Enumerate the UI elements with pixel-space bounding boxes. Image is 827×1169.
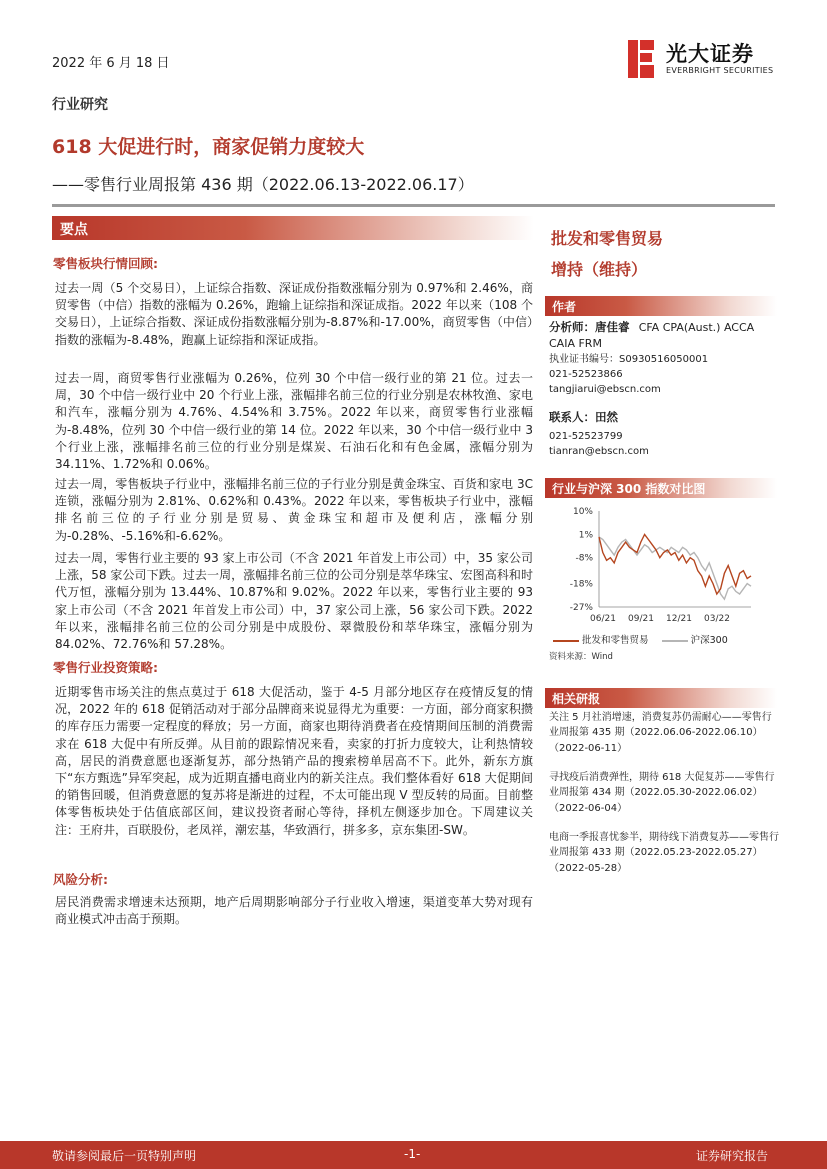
report-date: 2022 年 6 月 18 日 [52, 56, 170, 71]
chart-x-tick-label: 12/21 [666, 614, 692, 624]
risk-paragraph-text: 居民消费需求增速未达预期，地产后周期影响部分子行业收入增速，渠道变革大势对现有商业模式冲击高于预期。 [55, 895, 533, 927]
chart-x-tick-label: 03/22 [704, 614, 730, 624]
company-logo [626, 36, 786, 82]
market-paragraph-1 [55, 280, 533, 349]
contact-label: 联系人： [549, 410, 595, 424]
report-subtitle: ——零售行业周报第 436 期（2022.06.13-2022.06.17） [52, 175, 474, 194]
chart-source: 资料来源：Wind [549, 652, 613, 662]
license-number: 执业证书编号：S0930516050001 [549, 354, 709, 365]
chart-legend [553, 632, 728, 646]
contact-name: 田然 [595, 410, 618, 424]
report-category: 行业研究 [52, 97, 108, 113]
industry-rating: 增持（维持） [551, 260, 648, 279]
strategy-paragraph-text: 近期零售市场关注的焦点莫过于 618 大促活动，鉴于 4-5 月部分地区存在疫情反复的情况，2022 年的 618 促销活动对于部分品牌商来说显得尤为重要：一方面，部分商家积攒的库存压力需要一定程度的释放；另一方面，商家也期待消费者在疫情期间压制的消费需求在 618 大促中有所反弹。从目前的跟踪情况来看，卖家的打折力度较大，让利热情较高，居民的消费意愿也逐渐复苏，部分热销产品的搜索榜单居高不下。此外，新东方旗下“东方甄选”异军突起，成为近期直播电商业内的新关注点。我们整体看好 618 大促期间的销售回暖，但消费意愿的复苏将是渐进的过程，不太可能出现 V 型反转的局面。目前整体零售板块处于估值底部区间，建议投资者耐心等待，择机左侧逐步加仓。下周建议关注：王府井，百联股份，老凤祥，潮宏基，华致酒行，拼多多，京东集团-SW。 [55, 685, 533, 837]
chart-header [545, 478, 777, 498]
key-points-header [52, 216, 534, 240]
chart-y-tick-label: 1% [578, 530, 593, 541]
market-review-heading: 零售板块行情回顾: [53, 256, 158, 271]
related-report-2[interactable]: 寻找疫后消费弹性，期待 618 大促复苏——零售行业周报第 434 期（2022.05.30-2022.06.02）（2022-06-04） [549, 772, 775, 814]
analyst-label: 分析师： [549, 320, 595, 334]
industry-name: 批发和零售贸易 [551, 229, 664, 248]
analyst-phone: 021-52523866 [549, 369, 623, 380]
analyst-email[interactable]: tangjiarui@ebscn.com [549, 384, 661, 395]
related-report-1[interactable]: 关注 5 月社消增速，消费复苏仍需耐心——零售行业周报第 435 期（2022.06.06-2022.06.10）（2022-06-11） [549, 712, 772, 754]
chart-y-tick-label: -8% [575, 553, 593, 564]
contact-email[interactable]: tianran@ebscn.com [549, 446, 649, 457]
analyst-certs: CFA CPA(Aust.) ACCA [638, 321, 755, 334]
contact-phone: 021-52523799 [549, 431, 623, 442]
chart-x-tick-label: 06/21 [590, 614, 616, 624]
legend-label-csi300: 沪深300 [690, 635, 728, 646]
market-paragraph-4 [55, 550, 533, 653]
risk-heading: 风险分析: [53, 872, 108, 887]
market-paragraph-4-text: 过去一周，零售行业主要的 93 家上市公司（不含 2021 年首发上市公司）中，35 家公司上涨，58 家公司下跌。过去一周，涨幅排名前三位的公司分别是萃华珠宝、宏图高科和时代万恒，涨幅分别为 13.44%、10.87%和 9.02%。2022 年以来，零售行业主要的 93 家上市公司（不含 2021 年首发上市公司）中，37 家公司上涨，56 家公司下跌。2022 年以来，涨幅排名前三位的公司分别是中成股份、翠微股份和萃华珠宝，涨幅分别为 84.02%、72.76%和 57.28%。 [55, 551, 533, 652]
logo-english-name: EVERBRIGHT SECURITIES [666, 66, 774, 75]
analyst-name: 唐佳睿 [595, 320, 630, 334]
comparison-chart [545, 503, 777, 643]
legend-label-retail: 批发和零售贸易 [582, 635, 649, 646]
chart-y-tick-label: -27% [569, 603, 593, 613]
market-paragraph-2 [55, 370, 533, 473]
analyst-certs-2: CAIA FRM [549, 337, 602, 350]
market-paragraph-2-text: 过去一周，商贸零售行业涨幅为 0.26%，位列 30 个中信一级行业的第 21 位。过去一周，30 个中信一级行业中 20 个行业上涨，涨幅排名前三位的行业分别是农林牧渔、家电和汽车，涨幅分别为 4.76%、4.54%和 3.75%。2022 年以来，商贸零售行业涨幅为-8.48%，位列 30 个中信一级行业的第 14 位。2022 年以来，30 个中信一级行业中 3 个行业上涨，涨幅排名前三位的行业分别是煤炭、石油石化和有色金属，涨幅分别为 34.11%、1.72%和 0.06%。 [55, 371, 533, 472]
strategy-paragraph [55, 684, 533, 839]
related-header [545, 688, 777, 708]
analyst-line [549, 320, 754, 336]
related-title: 相关研报 [552, 692, 601, 706]
contact-line [549, 410, 618, 426]
chart-y-tick-label: -18% [569, 579, 593, 590]
everbright-logo-icon [626, 36, 656, 80]
author-header [545, 296, 777, 316]
market-paragraph-3 [55, 476, 533, 545]
legend-swatch-csi300 [662, 640, 688, 642]
market-paragraph-1-text: 过去一周（5 个交易日），上证综合指数、深证成份指数涨幅分别为 0.97%和 2.46%，商贸零售（中信）指数的涨幅为 0.26%，跑输上证综指和深证成指。2022 年以来（108 个交易日），上证综合指数、深证成份指数涨幅分别为-8.87%和-17.00%，商贸零售（中信）指数的涨幅为-8.48%，跑赢上证综指和深证成指。 [55, 281, 533, 347]
market-paragraph-3-text: 过去一周，零售板块子行业中，涨幅排名前三位的子行业分别是黄金珠宝、百货和家电 3C 连锁，涨幅分别为 2.81%、0.62%和 0.43%。2022 年以来，零售板块子行业中，涨幅排名前三位的子行业分别是贸易、黄金珠宝和超市及便利店，涨幅分别为-0.28%、-5.16%和-6.62%。 [55, 477, 533, 543]
related-report-3[interactable]: 电商一季报喜忧参半，期待线下消费复苏——零售行业周报第 433 期（2022.05.23-2022.05.27）（2022-05-28） [549, 832, 779, 874]
chart-title: 行业与沪深 300 指数对比图 [552, 482, 706, 496]
chart-y-tick-label: 10% [572, 507, 593, 517]
legend-swatch-retail [553, 640, 579, 642]
page-footer [0, 1141, 827, 1169]
report-title: 618 大促进行时，商家促销力度较大 [52, 136, 365, 158]
footer-disclaimer[interactable]: 敬请参阅最后一页特别声明 [52, 1149, 197, 1163]
chart-x-tick-label: 09/21 [628, 614, 654, 624]
strategy-heading: 零售行业投资策略: [53, 660, 158, 675]
risk-paragraph [55, 894, 533, 928]
header-divider [52, 204, 775, 207]
author-title: 作者 [552, 300, 577, 314]
logo-chinese-name: 光大证券 [666, 42, 754, 66]
footer-report-type: 证券研究报告 [696, 1149, 769, 1163]
page-number: -1- [404, 1147, 421, 1161]
key-points-title: 要点 [60, 222, 88, 238]
series-line-retail [599, 534, 751, 594]
